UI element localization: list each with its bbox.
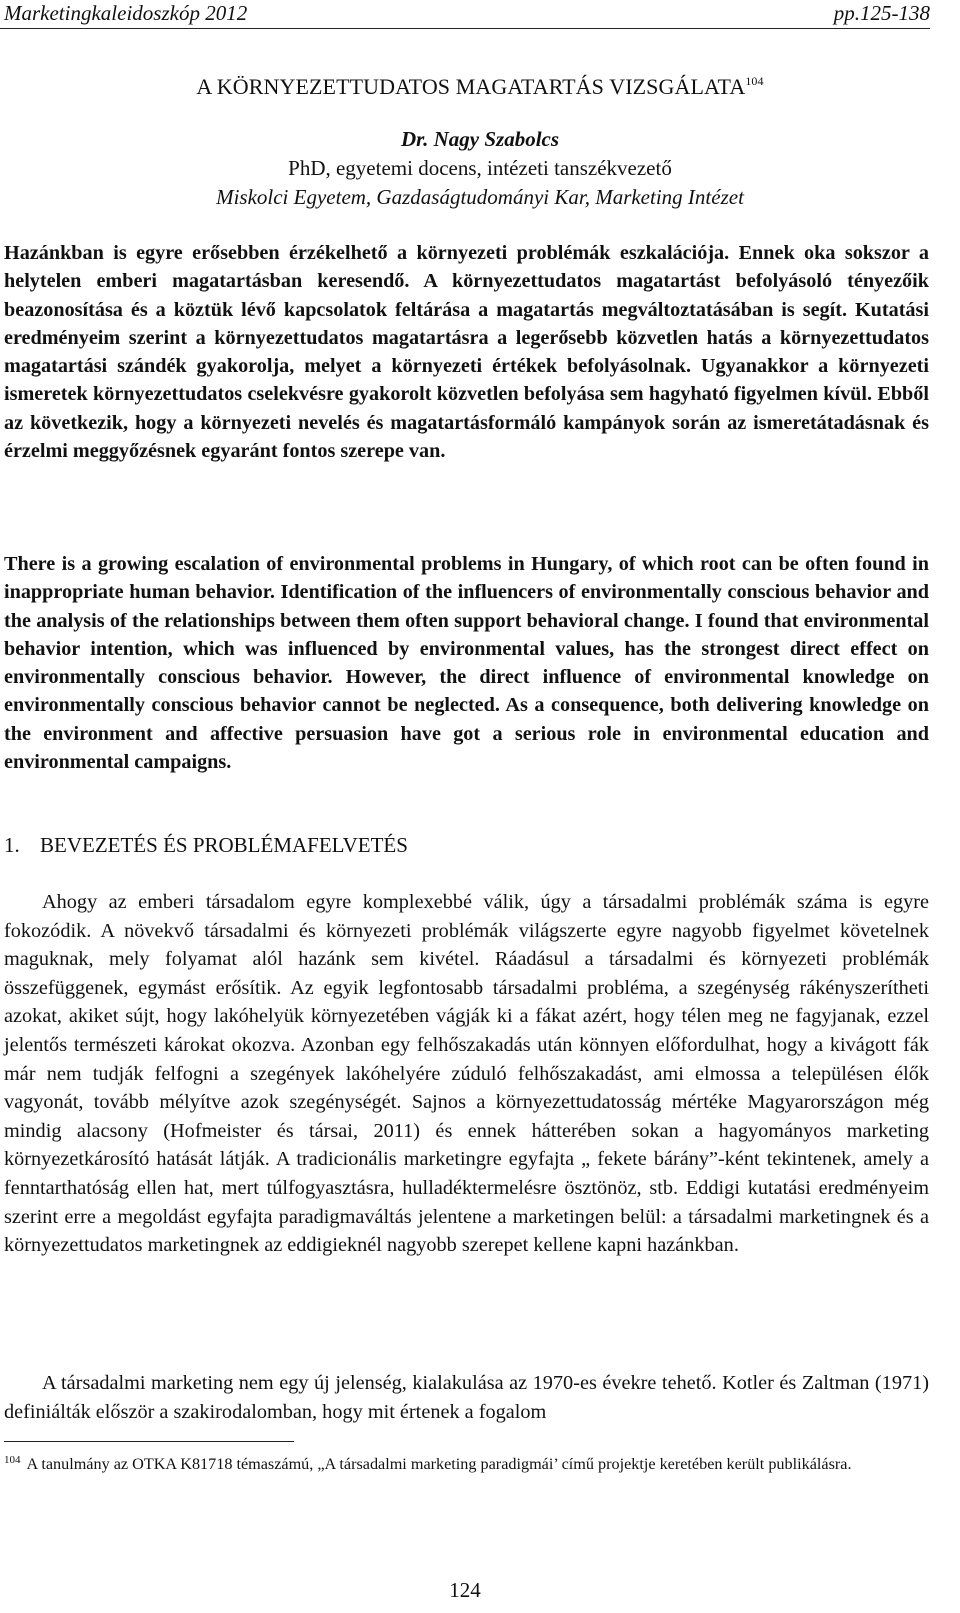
page-range: pp.125-138 (833, 1, 930, 25)
footnote-text: A tanulmány az OTKA K81718 témaszámú, „A társadalmi marketing paradigmái’ című projektje keretében került publikálásra. (26, 1455, 852, 1473)
paper-title (0, 66, 960, 102)
journal-name: Marketingkaleidoszkóp 2012 (4, 1, 248, 25)
author-name: Dr. Nagy Szabolcs (400, 127, 560, 151)
author-position: PhD, egyetemi docens, intézeti tanszékvezető (288, 156, 672, 180)
author-block (0, 125, 960, 212)
footnote-rule (4, 1441, 294, 1442)
abstract-english: There is a growing escalation of environmental problems in Hungary, of which root can be often found in inappropriate human behavior. Identification of the influencers of environmentally conscious behavior and the analysis of the relationships between them often support behavioral change. I found that environmental behavior intention, which was influenced by environmental values, has the strongest direct effect on environmentally conscious behavior. However, the direct influence of environmental knowledge on environmentally conscious behavior cannot be neglected. As a consequence, both delivering knowledge on the environment and affective persuasion have got a serious role in environmental education and environmental campaigns. (4, 553, 929, 774)
footnote (4, 1448, 929, 1476)
footnote-mark: 104 (4, 1454, 21, 1466)
section-heading (4, 831, 408, 859)
header-rule (0, 28, 930, 29)
paper-title-text: A KÖRNYEZETTUDATOS MAGATARTÁS VIZSGÁLATA (196, 74, 746, 99)
title-footnote-mark: 104 (745, 74, 764, 88)
page-number: 124 (449, 1578, 481, 1602)
abstract-hungarian: Hazánkban is egyre erősebben érzékelhető a környezeti problémák eszkalációja. Ennek oka sokszor a helytelen emberi magatartásban keresendő. A környezettudatos magatartást befolyásoló tényezőik beazonosítása és a köztük lévő kapcsolatok feltárása a magatartás megváltoztatásában is segít. Kutatási eredményeim szerint a környezettudatos magatartásra a legerősebb közvetlen hatás a környezettudatos magatartási szándék gyakorolja, melyet a környezeti értékek befolyásolnak. Ugyanakkor a környezeti ismeretek környezettudatos cselekvésre gyakorolt közvetlen befolyása sem hagyható figyelmen kívül. Ebből az következik, hogy a környezeti nevelés és magatartásformáló kampányok során az ismeretátadásnak és érzelmi meggyőzésnek egyaránt fontos szerepe van. (4, 242, 929, 463)
body-paragraph: A társadalmi marketing nem egy új jelenség, kialakulása az 1970-es évekre tehető. Kotler és Zaltman (1971) definiálták először a szakirodalomban, hogy mit értenek a fogalom (4, 1372, 929, 1423)
section-title: BEVEZETÉS ÉS PROBLÉMAFELVETÉS (40, 833, 408, 857)
section-number: 1. (4, 833, 20, 857)
author-institution: Miskolci Egyetem, Gazdaságtudományi Kar, Marketing Intézet (216, 185, 744, 209)
body-paragraph: Ahogy az emberi társadalom egyre komplexebbé válik, úgy a társadalmi problémák száma is egyre fokozódik. A növekvő társadalmi és környezeti problémák világszerte egyre nagyobb figyelmet követelnek maguknak, mely folyamat alól hazánk sem kivétel. Ráadásul a társadalmi és környezeti problémák összefüggenek, egymást erősítik. Az egyik legfontosabb társadalmi probléma, a szegénység rákényszerítheti azokat, akiket sújt, hogy lakóhelyük környezetében vágják ki a fákat azért, hogy télen meg ne fagyjanak, ezzel jelentős természeti károkat okozva. Azonban egy felhőszakadás után könnyen előfordulhat, hogy a kivágott fák már nem tudják felfogni a szegények lakóhelyére zúduló felhőszakadást, ami elmossa a településen élők vagyonát, tovább mélyítve azok szegénységét. Sajnos a környezettudatosság mértéke Magyarországon még mindig alacsony (Hofmeister és társai, 2011) és ennek hátterében sokan a hagyományos marketing környezetkárosító hatását látják. A tradicionális marketingre egyfajta „ fekete bárány”-ként tekintenek, amely a fenntarthatóság ellen hat, mert túlfogyasztásra, hulladéktermelésre ösztönöz, stb. Eddigi kutatási eredményeim szerint erre a megoldást egyfajta paradigmaváltás jelentene a marketingen belül: a társadalmi marketingnek és a környezettudatos marketingnek az eddigieknél nagyobb szerepet kellene kapni hazánkban. (4, 891, 929, 1257)
